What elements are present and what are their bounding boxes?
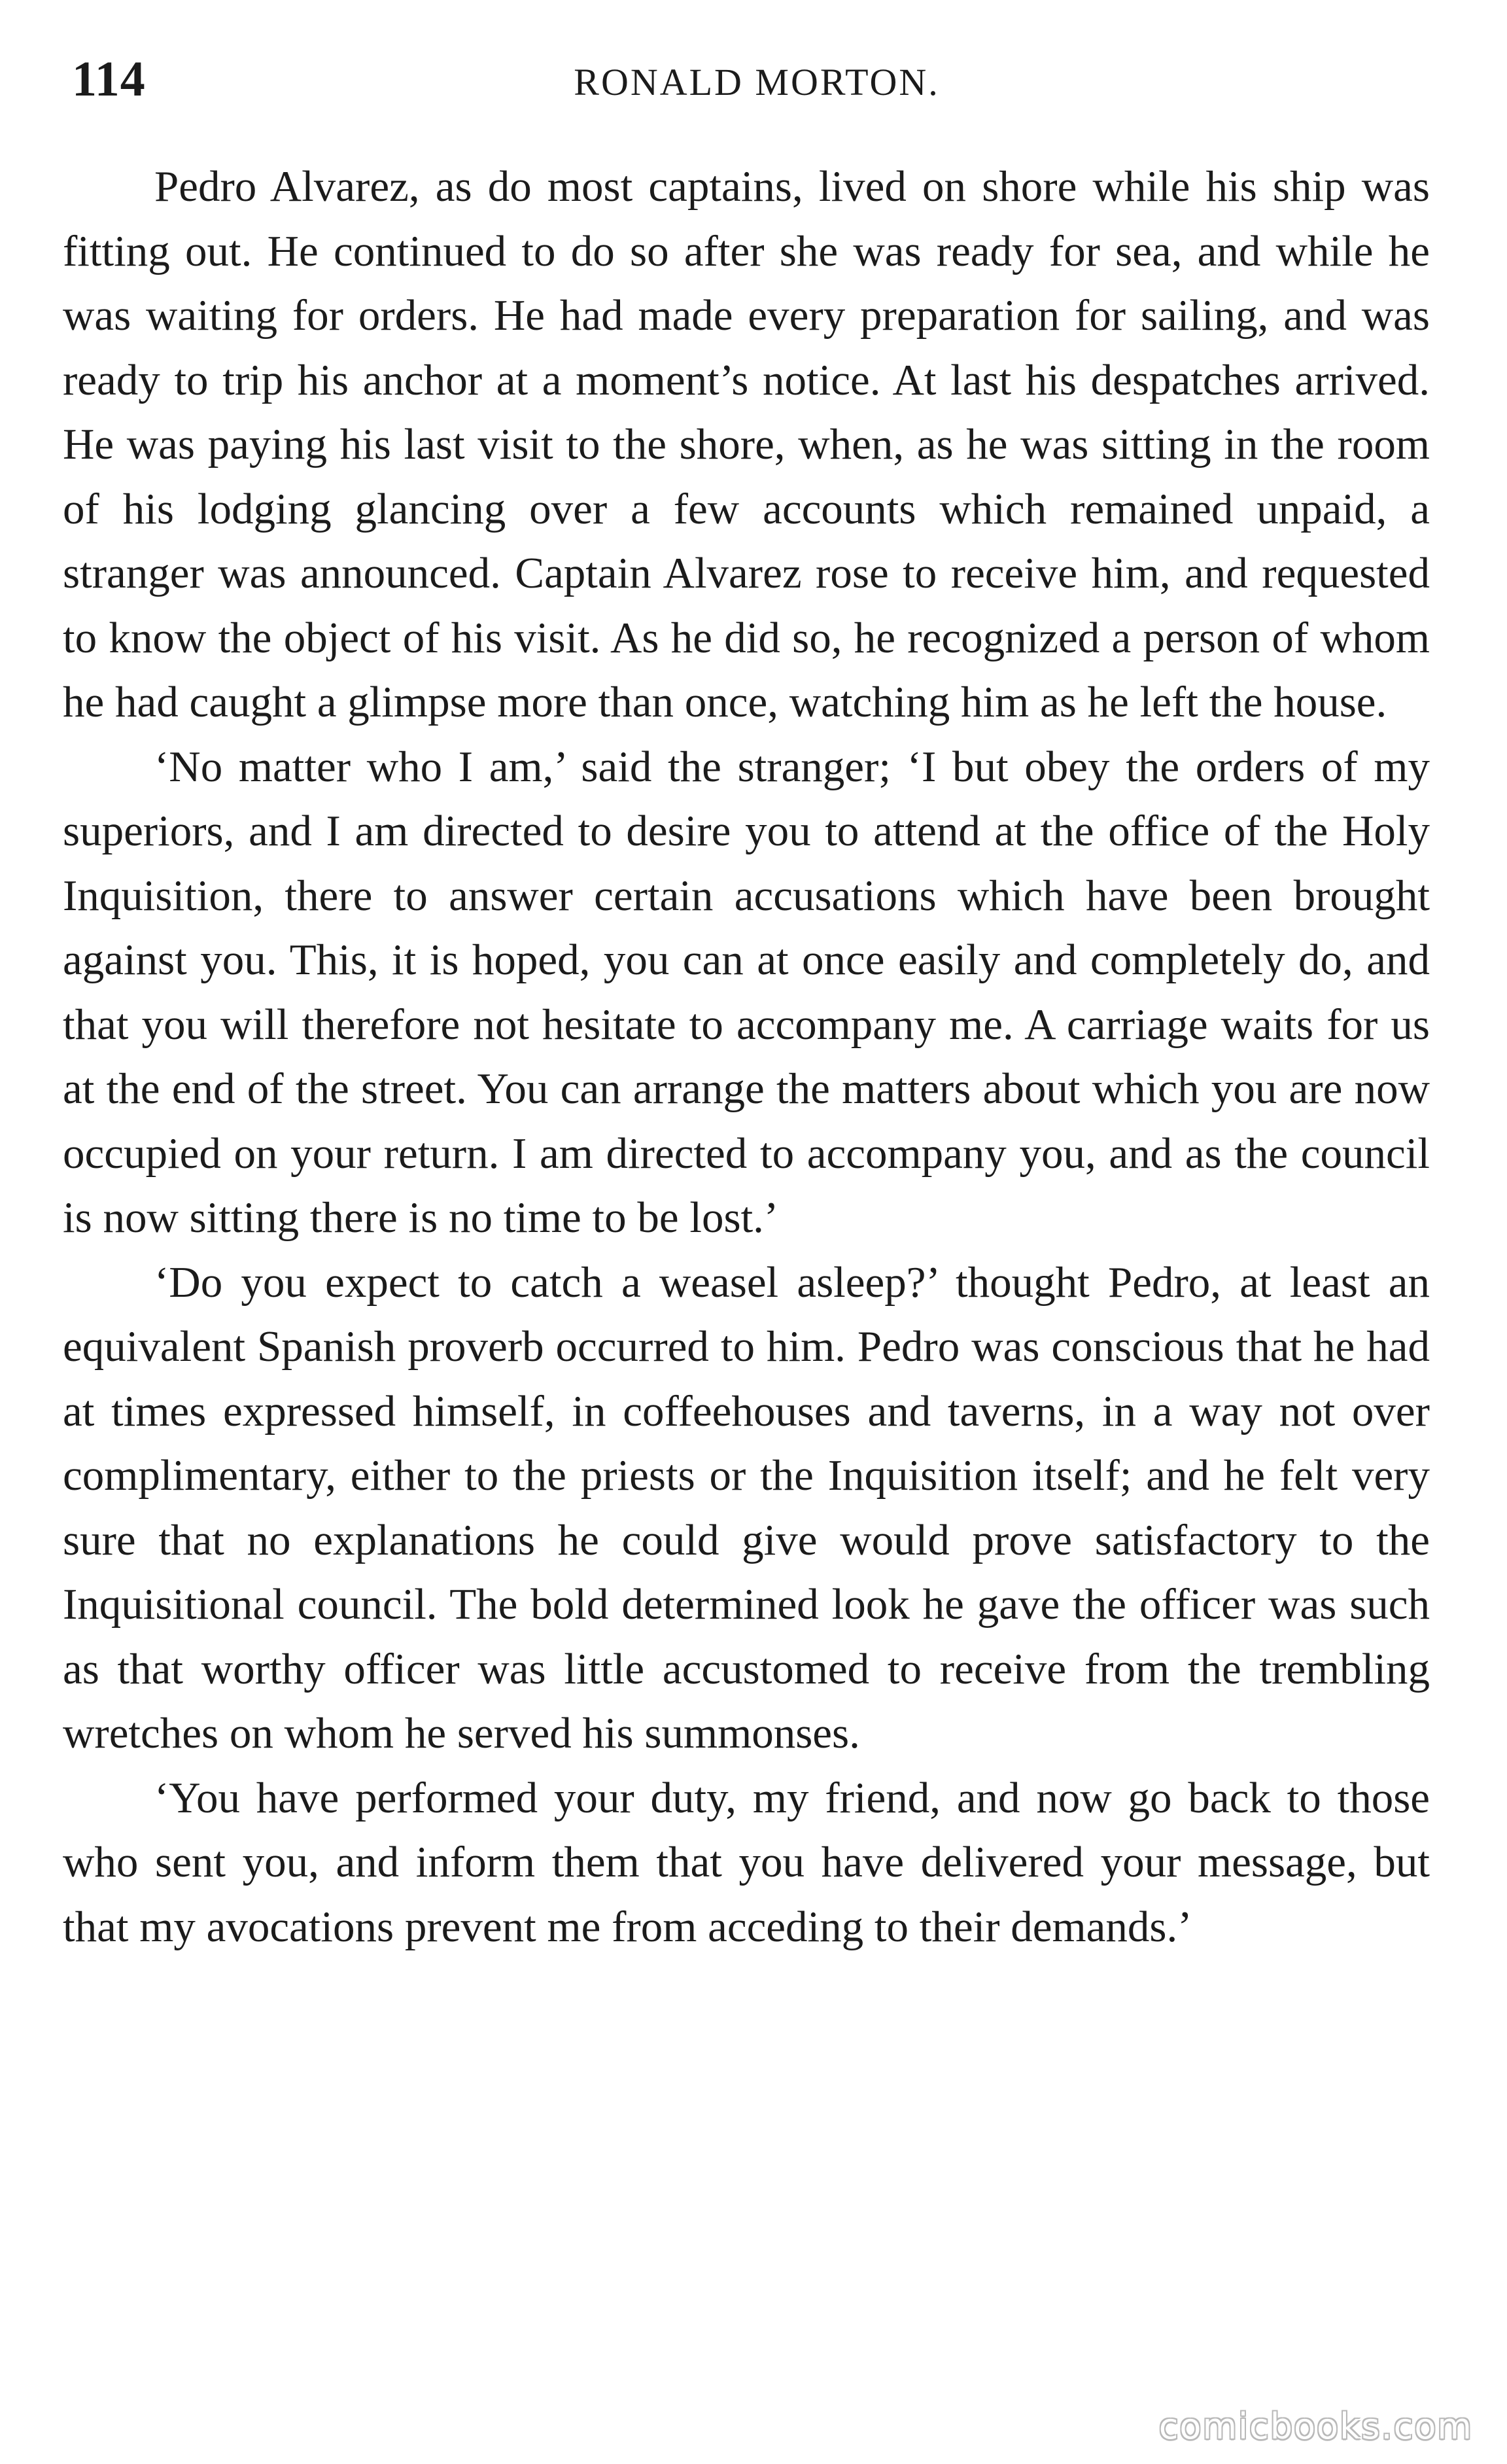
page-number: 114 (72, 52, 146, 107)
body-text (63, 154, 1430, 1959)
paragraph: Pedro Alvarez, as do most captains, lived on shore while his ship was fitting out. He continued to do so after she was ready for sea, and while he was waiting for orders. He had made every preparation for sailing, and was ready to trip his anchor at a moment’s notice. At last his despatches arrived. He was paying his last visit to the shore, when, as he was sitting in the room of his lodging glancing over a few accounts which remained unpaid, a stranger was announced. Captain Alvarez rose to receive him, and requested to know the object of his visit. As he did so, he recognized a person of whom he had caught a glimpse more than once, watching him as he left the house. (63, 162, 1430, 726)
paragraph: ‘Do you expect to catch a weasel asleep?’ thought Pedro, at least an equivalent Spanish proverb occurred to him. Pedro was conscious that he had at times expressed himself, in coffeehouses and taverns, in a way not over complimentary, either to the priests or the Inquisition itself; and he felt very sure that no explanations he could give would prove satisfactory to the Inquisitional council. The bold determined look he gave the officer was such as that worthy officer was little accustomed to receive from the trembling wretches on whom he served his summonses. (63, 1258, 1430, 1757)
site-watermark: comicbooks.com (1158, 2406, 1473, 2447)
paragraph: ‘No matter who I am,’ said the stranger; ‘I but obey the orders of my superiors, and I am directed to desire you to attend at the office of the Holy Inquisition, there to answer certain accusations which have been brought against you. This, it is hoped, you can at once easily and completely do, and that you will therefore not hesitate to accompany me. A carriage waits for us at the end of the street. You can arrange the matters about which you are now occupied on your return. I am directed to accompany you, and as the council is now sitting there is no time to be lost.’ (63, 742, 1430, 1242)
paragraph: ‘You have performed your duty, my friend, and now go back to those who sent you, and inform them that you have delivered your message, but that my avocations prevent me from acceding to their demands.’ (63, 1773, 1430, 1951)
running-title: RONALD MORTON. (574, 61, 940, 103)
page-header (72, 51, 1442, 110)
